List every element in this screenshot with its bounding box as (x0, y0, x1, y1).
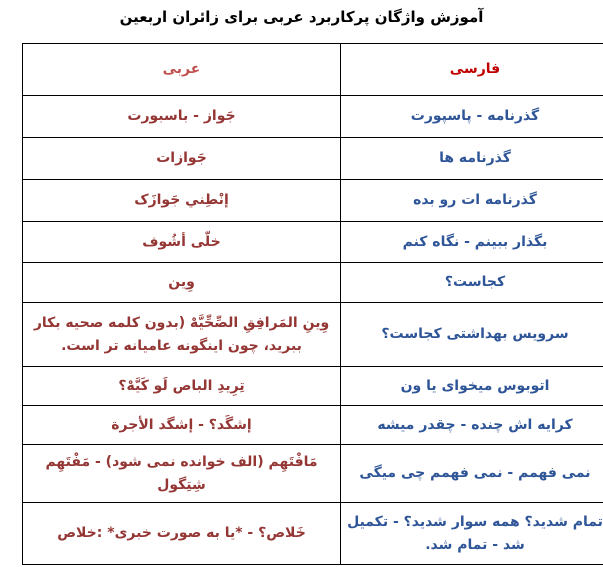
header-arabic: عربی (23, 44, 341, 96)
cell-persian: سرویس بهداشتی کجاست؟ (341, 303, 603, 367)
cell-arabic: جَوازات (23, 138, 341, 180)
cell-persian: کرایه اش چنده - چقدر میشه (341, 406, 603, 445)
cell-arabic: إشگَد؟ - إشگد الأجرة (23, 406, 341, 445)
cell-arabic: مَافْتَهِم (الف خوانده نمی شود) - مَفْتَهِم شِتِگول (23, 445, 341, 503)
cell-persian: گذرنامه ات رو بده (341, 180, 603, 222)
cell-arabic: تِرِیدِ الباص لَو کَیَّهْ؟ (23, 367, 341, 406)
cell-persian: نمی فهمم - نمی فهمم چی میگی (341, 445, 603, 503)
cell-arabic: جَواز - باسبورت (23, 96, 341, 138)
table-row (23, 138, 603, 180)
table-row (23, 503, 603, 565)
table-row (23, 96, 603, 138)
cell-persian: تمام شدید؟ همه سوار شدید؟ - تکمیل شد - تمام شد. (341, 503, 603, 565)
cell-arabic: إنْطِني جَوازَک (23, 180, 341, 222)
table-row (23, 445, 603, 503)
table-row (23, 180, 603, 222)
header-persian: فارسی (341, 44, 603, 96)
cell-arabic: وِین (23, 263, 341, 303)
page-title: آموزش واژگان پرکاربرد عربی برای زائران اربعین (119, 8, 484, 26)
cell-arabic: خلّی أشُوف (23, 222, 341, 263)
table-row (23, 303, 603, 367)
cell-persian: گذرنامه - پاسپورت (341, 96, 603, 138)
table-row (23, 263, 603, 303)
cell-arabic: وِینِ المَرافِقِ الصِّحِّیَّهْ (بدون کلمه صحیه بکار ببرید، چون اینگونه عامیانه تر است. (23, 303, 341, 367)
table-row (23, 367, 603, 406)
cell-persian: بگذار ببینم - نگاه کنم (341, 222, 603, 263)
table-header-row (23, 44, 603, 96)
vocabulary-table (22, 43, 603, 565)
table-row (23, 406, 603, 445)
cell-persian: کجاست؟ (341, 263, 603, 303)
cell-persian: گذرنامه ها (341, 138, 603, 180)
table-row (23, 222, 603, 263)
cell-arabic: خَلاص؟ - *یا به صورت خبری* :خلاص (23, 503, 341, 565)
cell-persian: اتوبوس میخوای یا ون (341, 367, 603, 406)
